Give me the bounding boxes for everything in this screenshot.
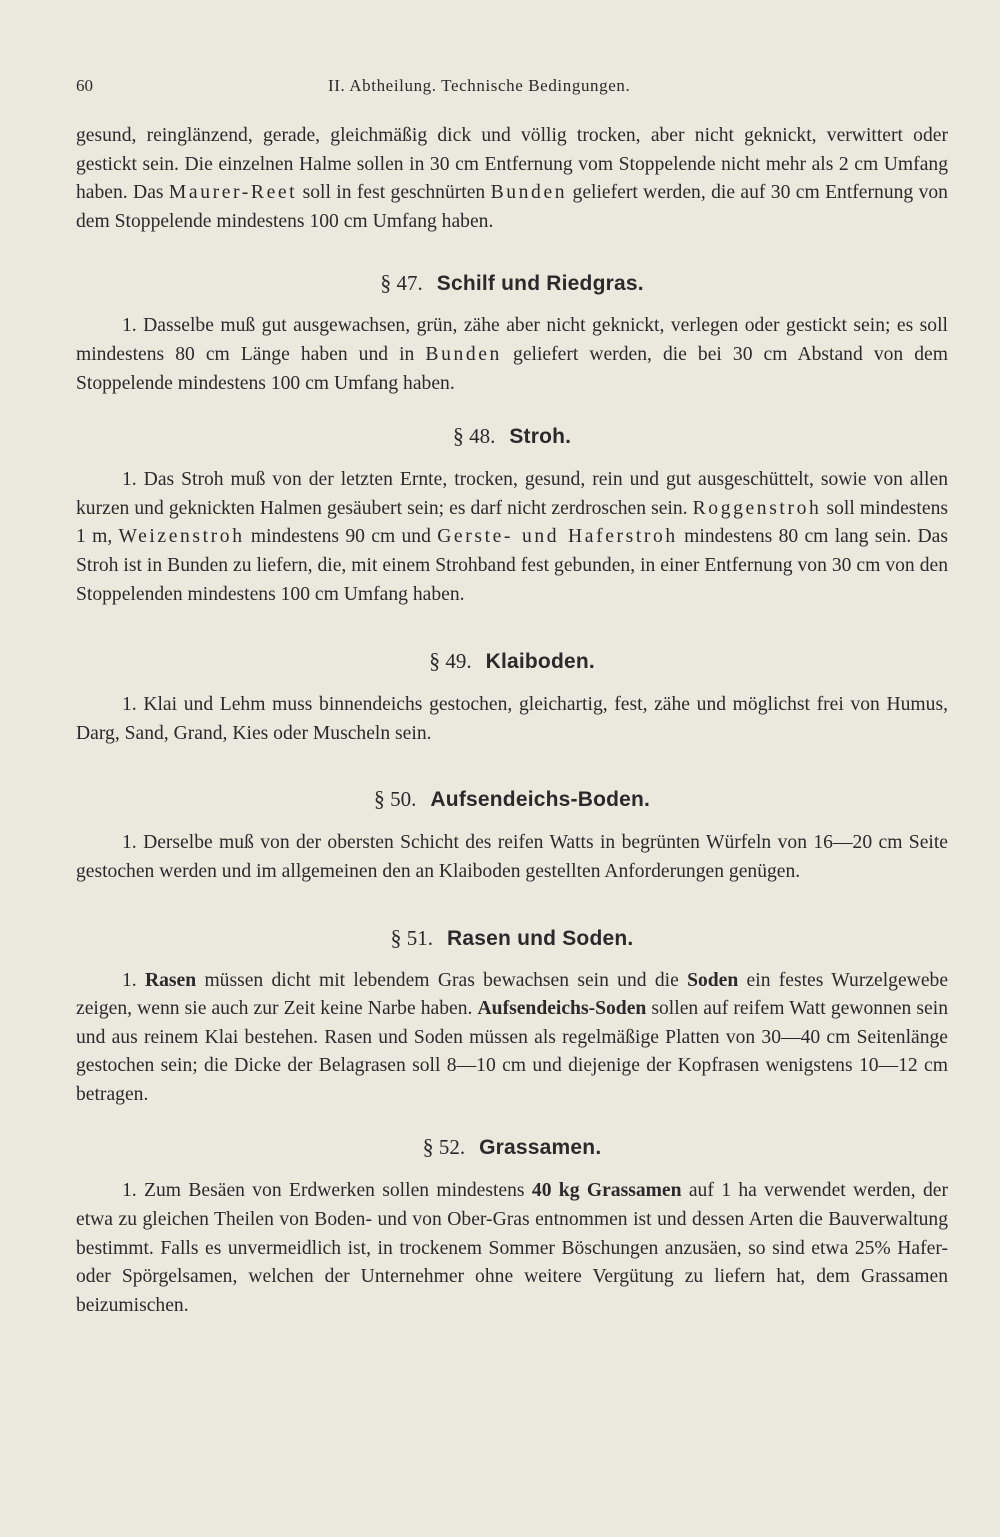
section-number: 51. <box>406 925 434 950</box>
text-run: geliefert werden, die auf 30 cm Entfernung von dem Stoppelende mindestens 100 cm Umfang haben. <box>76 182 948 232</box>
section-title: Stroh. <box>509 425 572 449</box>
section-heading-49 <box>76 647 948 676</box>
text-run: 1. <box>122 969 145 991</box>
section-title: Rasen und Soden. <box>447 926 634 950</box>
section-paragraph-52 <box>76 1177 948 1320</box>
section-paragraph-49: 1. Klai und Lehm muss binnendeichs gestochen, gleichartig, fest, zähe und möglichst frei von Humus, Darg, Sand, Grand, Kies oder Muscheln sein. <box>76 694 948 744</box>
text-run: soll mindestens 1 m, <box>76 497 948 548</box>
running-header <box>76 76 946 100</box>
page-body <box>76 122 948 1320</box>
section-title: Klaiboden. <box>485 650 595 674</box>
section-paragraph-50: 1. Derselbe muß von der obersten Schicht des reifen Watts in begrünten Würfeln von 16—20 cm Seite gestochen werden und im allgemeinen den an Klaiboden gestellten Anforderungen genügen. <box>76 832 948 882</box>
page-number: 60 <box>76 76 93 95</box>
section-paragraph-51 <box>76 967 948 1110</box>
bold-term: 40 kg Grassamen <box>531 1180 682 1202</box>
section-heading-47 <box>76 269 948 298</box>
spaced-term: Maurer-Reet <box>168 182 298 204</box>
text-run: müssen dicht mit lebendem Gras bewachsen sein und die <box>196 969 688 991</box>
text-run: gesund, reinglänzend, gerade, gleichmäßig dick und völlig trocken, aber nicht geknickt, verwittert oder gestickt sein. Die einzelnen Halme sollen in 30 cm Entfernung vom Stoppelende nicht mehr als 2 cm Umfang haben. Das <box>76 125 948 204</box>
spaced-term: Bunden <box>490 182 568 204</box>
bold-term: Aufsendeichs-Soden <box>477 998 647 1020</box>
section-paragraph-48 <box>76 466 948 609</box>
section-sign: § <box>390 924 402 950</box>
section-title: Grassamen. <box>479 1136 602 1160</box>
section-sign: § <box>452 423 464 449</box>
text-run: ein festes Wurzelgewebe zeigen, wenn sie auch zur Zeit keine Narbe haben. <box>76 969 949 1020</box>
text-run: mindestens 80 cm lang sein. Das Stroh ist in Bunden zu liefern, die, mit einem Strohband fest gebunden, in einer Entfernung von 30 cm von den Stoppelenden mindestens 100 cm Umfang haben. <box>76 526 948 605</box>
section-heading-52 <box>76 1133 948 1162</box>
section-paragraph-47 <box>76 312 948 398</box>
text-run: sollen auf reifem Watt gewonnen sein und aus reinem Klai bestehen. Rasen und Soden müssen als regelmäßige Platten von 30—40 cm Seitenlänge gestochen sein; die Dicke der Belagrasen soll 8—10 cm und diejenige der Kopfrasen wenigstens 10—12 cm betragen. <box>76 998 948 1105</box>
section-heading-51 <box>76 924 948 953</box>
section-number: 52. <box>438 1135 466 1160</box>
text-run: geliefert werden, die bei 30 cm Abstand von dem Stoppelende mindestens 100 cm Umfang haben. <box>76 343 948 394</box>
text-run: soll in fest geschnürten <box>297 182 491 204</box>
section-number: 50. <box>390 787 417 812</box>
text-run: 1. Zum Besäen von Erdwerken sollen mindestens <box>122 1180 532 1202</box>
section-heading-48 <box>76 422 948 451</box>
text-run: 1. Das Stroh muß von der letzten Ernte, trocken, gesund, rein und gut ausgeschüttelt, sowie von allen kurzen und geknickten Halmen gesäubert sein; es darf nicht zerdroschen sein. <box>76 469 948 519</box>
spaced-term: Bunden <box>425 343 502 365</box>
section-title: Aufsendeichs-Boden. <box>430 788 651 812</box>
running-title: II. Abtheilung. Technische Bedingungen. <box>328 76 631 95</box>
bold-term: Soden <box>687 969 739 991</box>
text-run: 1. Dasselbe muß gut ausgewachsen, grün, zähe aber nicht geknickt, verlegen oder gestickt sein; es soll mindestens 80 cm Länge haben und in <box>76 315 948 365</box>
section-sign: § <box>373 786 385 812</box>
section-sign: § <box>429 648 441 674</box>
section-number: 48. <box>469 424 496 449</box>
section-number: 49. <box>445 649 472 674</box>
bold-term: Rasen <box>144 969 197 991</box>
spaced-term: Gerste- und Haferstroh <box>437 526 678 548</box>
continued-paragraph <box>76 122 948 236</box>
section-sign: § <box>380 270 392 296</box>
text-run: auf 1 ha verwendet werden, der etwa zu gleichen Theilen von Boden- und von Ober-Gras entnommen ist und dessen Arten die Bauverwaltung bestimmt. Falls es unvermeidlich ist, in trockenem Sommer Böschungen anzusäen, so sind etwa 25% Hafer- oder Spörgelsamen, welchen der Unternehmer ohne weitere Vergütung zu liefern hat, dem Grassamen beizumischen. <box>76 1180 948 1316</box>
section-heading-50 <box>76 785 948 814</box>
text-run: mindestens 90 cm und <box>244 526 438 548</box>
section-sign: § <box>422 1134 434 1160</box>
section-title: Schilf und Riedgras. <box>436 272 644 296</box>
section-number: 47. <box>396 271 423 296</box>
spaced-term: Roggenstroh <box>692 497 822 519</box>
spaced-term: Weizenstroh <box>118 526 245 548</box>
